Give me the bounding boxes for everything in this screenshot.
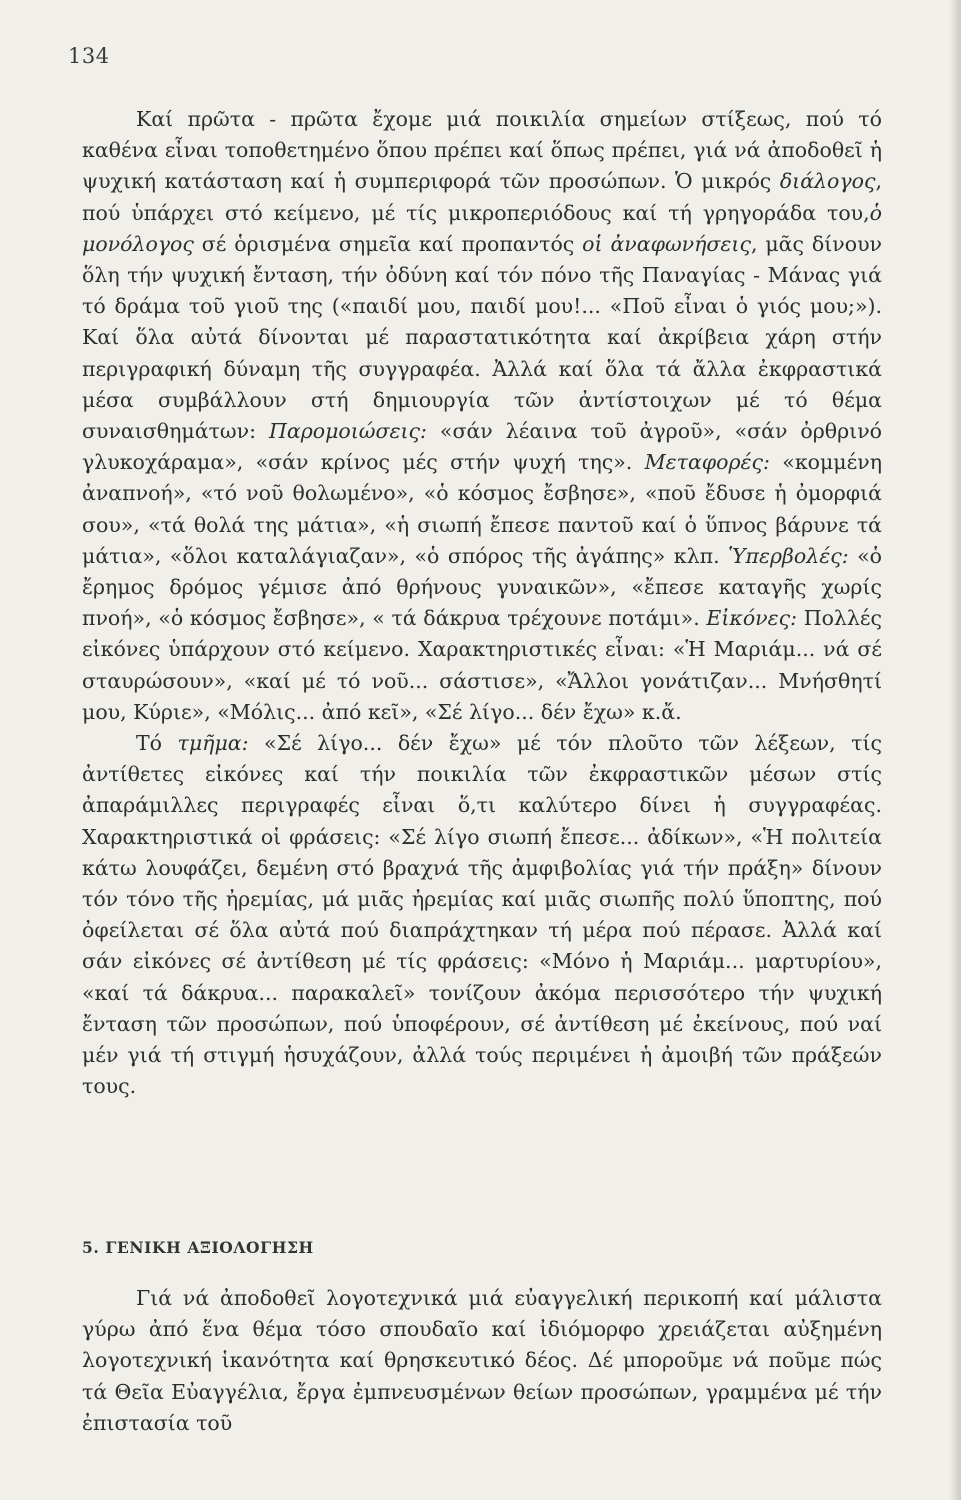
- italic-term: ὁ μονόλογος: [82, 200, 882, 256]
- paragraph-1: [82, 104, 882, 728]
- text-run: , μᾶς δίνουν ὅλη τήν ψυχική ἔνταση, τήν ὀδύνη καί τόν πόνο τῆς Παναγίας - Μάνας γιά τό δράμα τοῦ γιοῦ της («παιδί μου, παιδί μου!... «Ποῦ εἶναι ὁ γιός μου;»). Καί ὅλα αὐτά δίνονται μέ παραστατικότητα καί ἀκρίβεια χάρη στήν περιγραφική δύναμη τῆς συγγραφέα. Ἀλλά καί ὅλα τά ἄλλα ἐκφραστικά μέσα συμβάλλουν στή δημιουργία τῶν ἀντίστοιχων μέ τό θέμα συναισθημάτων:: [82, 231, 883, 444]
- italic-term: Παρομοιώσεις:: [268, 419, 427, 444]
- section-body: [82, 1283, 882, 1439]
- section-paragraph: Γιά νά ἀποδοθεῖ λογοτεχνικά μιά εὐαγγελική περικοπή καί μάλιστα γύρω ἀπό ἕνα θέμα τόσο σπουδαῖο καί ἰδιόμορφο χρειάζεται αὐξημένη λογοτεχνική ἱκανότητα καί θρησκευτικό δέος. Δέ μποροῦμε νά ποῦμε πώς τά Θεῖα Εὐαγγέλια, ἔργα ἐμπνευσμένων θείων προσώπων, γραμμένα μέ τήν ἐπιστασία τοῦ: [82, 1286, 882, 1435]
- italic-term: Εἰκόνες:: [706, 606, 798, 631]
- text-run: Πολλές εἰκόνες ὑπάρχουν στό κείμενο. Χαρακτηριστικές εἶναι: «Ἡ Μαριάμ... νά σέ σταυρώσουν», «καί μέ τό νοῦ... σάστισε», «Ἄλλοι γονάτιζαν... Μνήσθητί μου, Κύριε», «Μόλις... ἀπό κεῖ», «Σέ λίγο... δέν ἔχω» κ.ἄ.: [82, 606, 882, 724]
- italic-term: Μεταφορές:: [644, 450, 770, 475]
- text-run: «κομμένη ἀναπνοή», «τό νοῦ θολωμένο», «ὁ κόσμος ἔσβησε», «ποῦ ἔδυσε ἡ ὀμορφιά σου», «τά θολά της μάτια», «ἡ σιωπή ἔπεσε παντοῦ καί ὁ ὕπνος βάρυνε τά μάτια», «ὅλοι καταλάγιαζαν», «ὁ σπόρος τῆς ἀγάπης» κλπ.: [82, 450, 882, 568]
- italic-term: διάλογος: [779, 169, 876, 194]
- text-run: Τό: [136, 731, 178, 756]
- text-run: «ὁ ἔρημος δρόμος γέμισε ἀπό θρήνους γυναικῶν», «ἔπεσε καταγῆς χωρίς πνοή», «ὁ κόσμος ἔσβησε», « τά δάκρυα τρέχουνε ποτάμι».: [82, 543, 882, 631]
- italic-term: οἱ ἀναφωνήσεις: [582, 231, 751, 256]
- page-edge-shadow: [949, 0, 961, 1500]
- page-number: 134: [68, 44, 110, 68]
- italic-term: Ὑπερβολές:: [728, 543, 849, 568]
- body-text: [82, 104, 882, 1103]
- paragraph-2: [82, 728, 882, 1102]
- text-run: Καί πρῶτα - πρῶτα ἔχομε μιά ποικιλία σημείων στίξεως, πού τό καθένα εἶναι τοποθετημένο ὅπου πρέπει καί ὅπως πρέπει, γιά νά ἀποδοθεῖ ἡ ψυχική κατάσταση καί ἡ συμπεριφορά τῶν προσώπων. Ὁ μικρός: [82, 107, 882, 194]
- text-run: σέ ὁρισμένα σημεῖα καί προπαντός: [193, 231, 583, 256]
- section-heading: 5. ΓΕΝΙΚΗ ΑΞΙΟΛΟΓΗΣΗ: [82, 1238, 314, 1257]
- italic-term: τμῆμα:: [177, 731, 249, 756]
- text-run: «σάν λέαινα τοῦ ἀγροῦ», «σάν ὀρθρινό γλυκοχάραμα», «σάν κρίνος μές στήν ψυχή της».: [82, 419, 882, 475]
- text-run: «Σέ λίγο... δέν ἔχω» μέ τόν πλοῦτο τῶν λέξεων, τίς ἀντίθετες εἰκόνες καί τήν ποικιλία τῶν ἐκφραστικῶν μέσων στίς ἀπαράμιλλες περιγραφές εἶναι ὅ,τι καλύτερο δίνει ἡ συγγραφέας. Χαρακτηριστικά οἱ φράσεις: «Σέ λίγο σιωπή ἔπεσε... ἀδίκων», «Ἡ πολιτεία κάτω λουφάζει, δεμένη στό βραχνά τῆς ἀμφιβολίας γιά τήν πράξη» δίνουν τόν τόνο τῆς ἠρεμίας, μά μιᾶς ἠρεμίας καί μιᾶς σιωπῆς πολύ ὕποπτης, πού ὀφείλεται σέ ὅλα αὐτά πού διαπράχτηκαν τή μέρα πού πέρασε. Ἀλλά καί σάν εἰκόνες σέ ἀντίθεση μέ τίς φράσεις: «Μόνο ἡ Μαριάμ... μαρτυρίου», «καί τά δάκρυα... παρακαλεῖ» τονίζουν ἀκόμα περισσότερο τήν ψυχική ἔνταση τῶν προσώπων, πού ὑποφέρουν, σέ ἀντίθεση μέ ἐκείνους, πού ναί μέν γιά τή στιγμή ἡσυχάζουν, ἀλλά τούς περιμένει ἡ ἀμοιβή τῶν πράξεών τους.: [82, 731, 882, 1099]
- text-run: , πού ὑπάρχει στό κείμενο, μέ τίς μικροπεριόδους καί τή γρηγοράδα του,: [82, 169, 882, 225]
